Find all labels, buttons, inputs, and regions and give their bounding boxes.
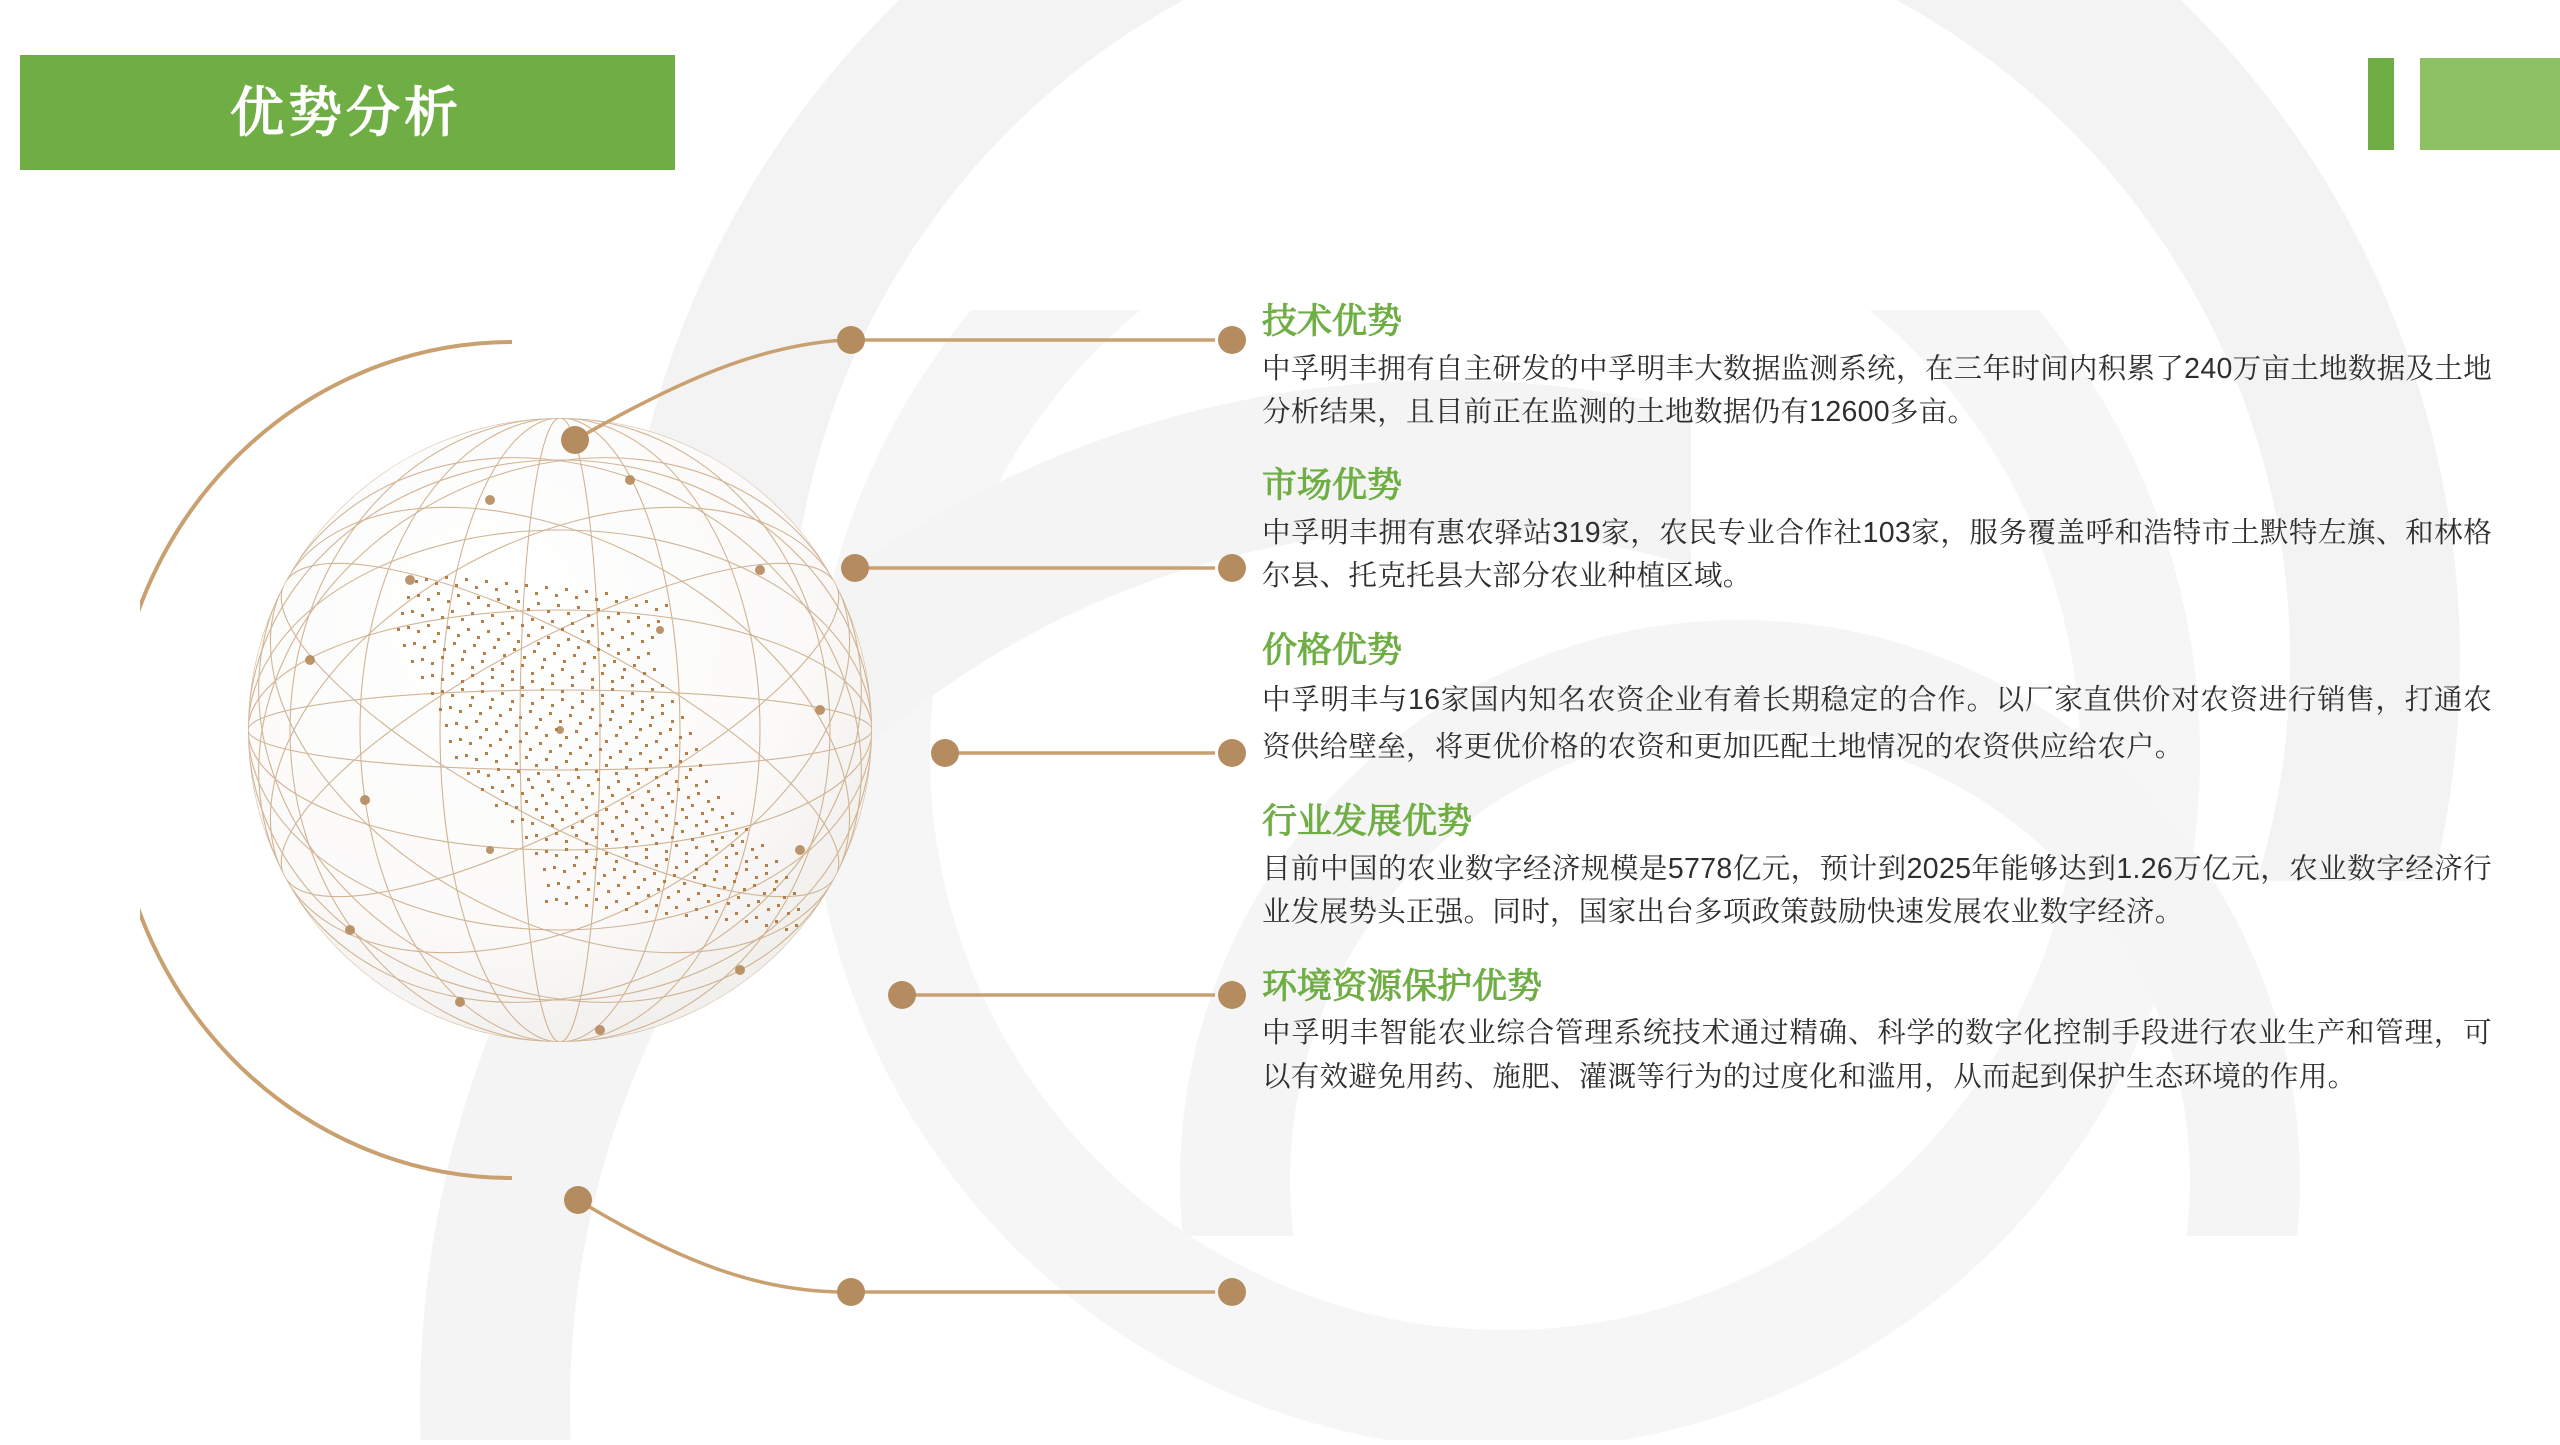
item-heading: 技术优势: [1262, 302, 1403, 341]
item-body: 中孚明丰智能农业综合管理系统技术通过精确、科学的数字化控制手段进行农业生产和管理，可以有效避免用药、施肥、灌溉等行为的过度化和滥用，从而起到保护生态环境的作用。: [1262, 1017, 2492, 1093]
list-item: [1262, 300, 2492, 434]
advantage-list: [1262, 300, 2492, 1125]
list-item: [1262, 800, 2492, 934]
item-body: 中孚明丰与16家国内知名农资企业有着长期稳定的合作。以厂家直供价对农资进行销售，打通农资供给壁垒，将更优价格的农资和更加匹配土地情况的农资供应给农户。: [1262, 683, 2492, 764]
item-heading: 市场优势: [1262, 466, 1403, 506]
item-body: 中孚明丰拥有惠农驿站319家，农民专业合作社103家，服务覆盖呼和浩特市土默特左旗、和林格尔县、托克托县大部分农业种植区域。: [1262, 517, 2492, 593]
list-item: [1262, 965, 2492, 1099]
item-body: 目前中国的农业数字经济规模是5778亿元，预计到2025年能够达到1.26万亿元，农业数字经济行业发展势头正强。同时，国家出台多项政策鼓励快速发展农业数字经济。: [1262, 853, 2492, 929]
list-item: [1262, 629, 2492, 773]
item-body: 中孚明丰拥有自主研发的中孚明丰大数据监测系统，在三年时间内积累了240万亩土地数据及土地分析结果，且目前正在监测的土地数据仍有12600多亩。: [1262, 352, 2492, 429]
item-heading: 环境资源保护优势: [1262, 966, 1543, 1006]
page-title: 优势分析: [230, 82, 462, 143]
item-heading: 价格优势: [1262, 630, 1403, 670]
item-heading: 行业发展优势: [1262, 802, 1473, 842]
list-item: [1262, 464, 2492, 598]
